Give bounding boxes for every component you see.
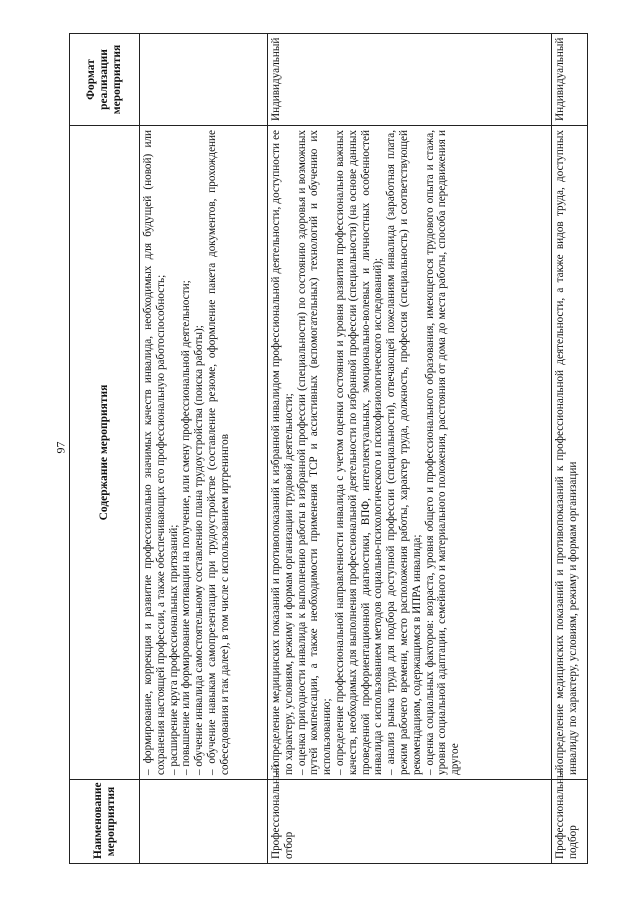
activities-table [69,33,588,864]
content-item: – обучение инвалида самостоятельному составлению плана трудоустройства (поиска работы); [193,130,206,775]
row-format: Индивидуальный [552,34,588,126]
row-content [552,126,588,780]
header-name: Наименование мероприятия [70,780,140,864]
rotated-table-wrapper [69,33,587,863]
row-name [140,780,268,864]
row-format [140,34,268,126]
header-content: Содержание мероприятия [70,126,140,780]
table-row [140,34,268,864]
row-name: Профессиональный отбор [268,780,552,864]
table-row [268,34,552,864]
content-item: – анализ рынка труда для подбора доступной профессии (специальности), отвечающей пожеланиям инвалида (заработная плата, режим рабочего времени, место расположения работы, характер труда, должность, профессия (специальность) и соответствующей рекомендациям, содержащимся в ИПРА инвалида; [385,130,423,775]
header-format: Формат реализации мероприятия [70,34,140,126]
content-item: – определение медицинских показаний и противопоказаний к профессиональной деятельности, а также видов труда, доступных инвалиду по характеру, условиям, режиму и формам организации [554,130,580,775]
content-item: – оценка пригодности инвалида к выполнению работы в избранной профессии (специальности) по состоянию здоровья и возможных путей компенсации, а также необходимости применения ТСР и ассистивных (вспомогательных) технологий и обучению их использованию; [296,130,334,775]
content-item: – оценка социальных факторов: возраста, уровня общего и профессионального образования, имеющегося трудового опыта и стажа, уровня социальной адаптации, семейного и материального положения, расстояния от дома до места работы, способа передвижения и другое [424,130,462,775]
content-item: – определение профессиональной направленности инвалида с учетом оценки состояния и уровня развития профессионально важных качеств, необходимых для выполнения профессиональной деятельности по избранной профессии (специальности) (на основе данных проведенной профориентационной диагностики, ВПФ, интеллектуальных, эмоционально-волевых и личностных особенностей инвалида с использованием методов социально-психологического и психофизиологического исследований); [334,130,385,775]
row-format: Индивидуальный [268,34,552,126]
table-header-row [70,34,140,864]
row-content [140,126,268,780]
content-item: – обучение навыкам самопрезентации при трудоустройстве (составление резюме, оформление пакета документов, прохождение собеседования и так далее), в том числе с использованием иртренингов [206,130,232,775]
table-row [552,34,588,864]
content-item: – формирование, коррекция и развитие профессионально значимых качеств инвалида, необходимых для будущей (новой) или сохранения настоящей профессии, а также обеспечивающих его профессиональную работоспособность; [142,130,168,775]
content-item: – определение медицинских показаний и противопоказаний к избранной инвалидом профессиональной деятельности, доступности ее по характеру, условиям, режиму и формам организации трудовой деятельности; [270,130,296,775]
content-item: – повышение или формирование мотивации на получение, или смену профессиональной деятельности; [180,130,193,775]
row-name: Профессиональный подбор [552,780,588,864]
row-content [268,126,552,780]
page-number: 97 [53,441,68,454]
content-item: – расширение круга профессиональных притязаний; [168,130,181,775]
